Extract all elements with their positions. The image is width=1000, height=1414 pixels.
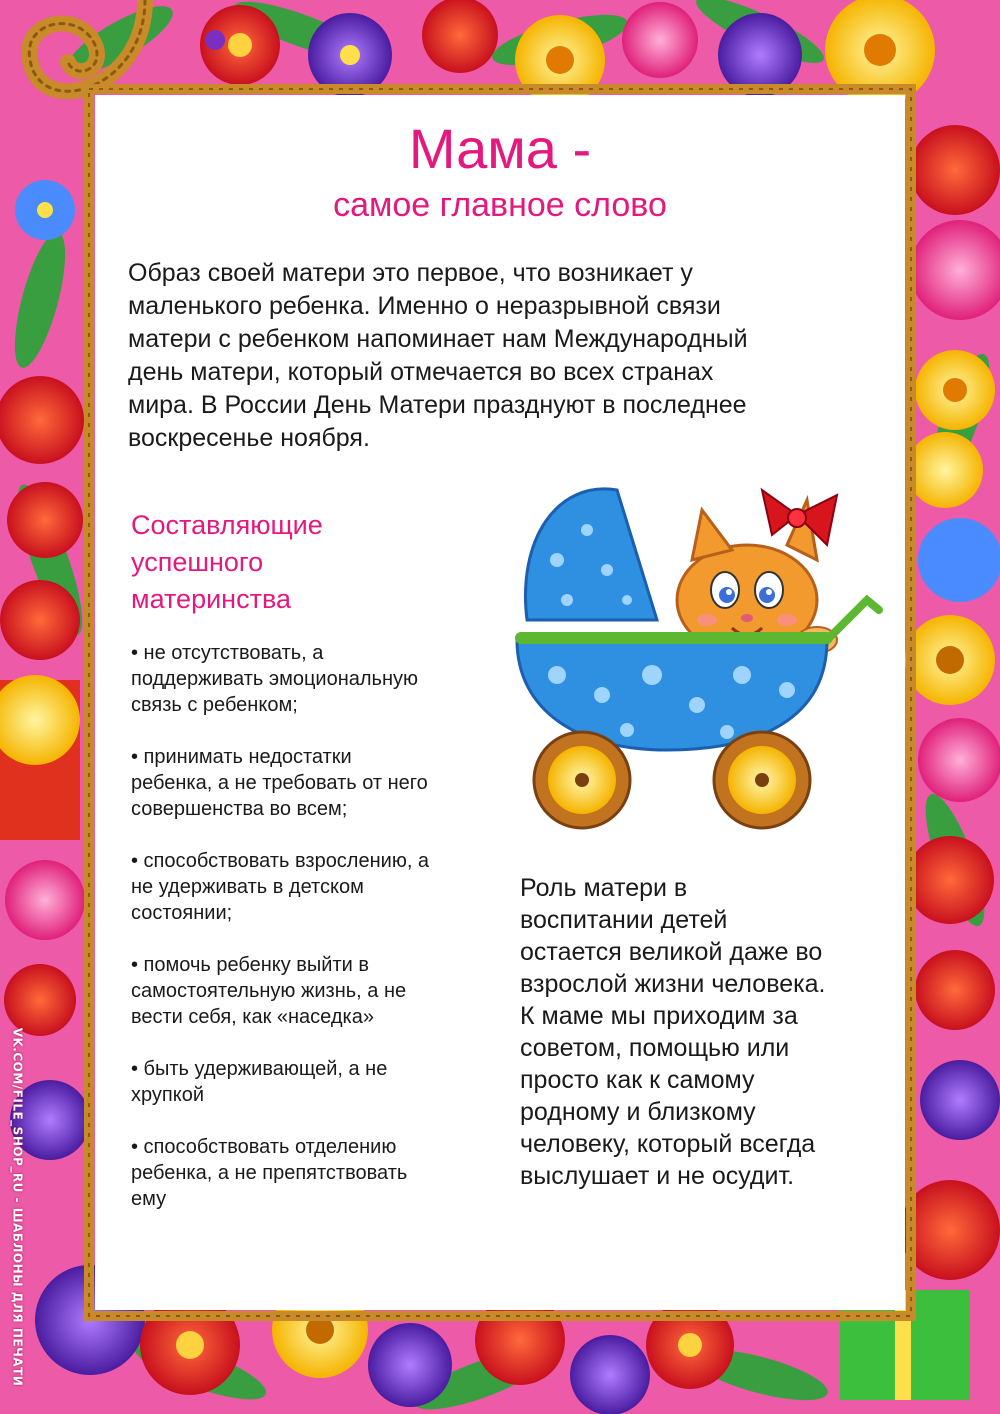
bullet-line: • быть удерживающей, а не <box>131 1058 388 1080</box>
intro-line: маленького ребенка. Именно о неразрывной связи <box>128 292 721 320</box>
page-subtitle: самое главное слово <box>333 186 667 224</box>
bullet-line: вести себя, как «наседка» <box>131 1006 374 1028</box>
bullet-item <box>131 1134 511 1212</box>
watermark-text <box>6 1010 28 1404</box>
role-line: просто как к самому <box>520 1066 755 1094</box>
role-line: взрослой жизни человека. <box>520 970 826 998</box>
role-line: человеку, который всегда <box>520 1130 816 1158</box>
section-heading-line: материнства <box>131 584 291 614</box>
bullet-line: ребенка, а не требовать от него <box>131 772 428 794</box>
intro-line: воскресенье ноября. <box>128 424 370 452</box>
bullet-item <box>131 848 511 926</box>
intro-line: мира. В России День Матери празднуют в последнее <box>128 391 747 419</box>
page-title: Мама - <box>408 117 592 180</box>
bullet-line: • способствовать взрослению, а <box>131 850 430 872</box>
role-line: К маме мы приходим за <box>520 1002 798 1030</box>
bullet-line: ребенка, а не препятствовать <box>131 1162 408 1184</box>
role-line: советом, помощью или <box>520 1034 790 1062</box>
intro-line: матери с ребенком напоминает нам Международный <box>128 325 748 353</box>
role-line: остается великой даже во <box>520 938 823 966</box>
bullet-line: ему <box>131 1188 167 1210</box>
stroller-icon <box>507 450 887 840</box>
section-heading-line: Составляющие <box>131 510 323 540</box>
bullet-line: связь с ребенком; <box>131 694 298 716</box>
section-heading <box>131 507 431 618</box>
bullet-line: не удерживать в детском <box>131 876 364 898</box>
bullet-line: • не отсутствовать, а <box>131 642 324 664</box>
bullet-line: • принимать недостатки <box>131 746 352 768</box>
intro-line: Образ своей матери это первое, что возникает у <box>128 259 693 287</box>
content-card <box>95 95 905 1310</box>
bullet-line: • способствовать отделению <box>131 1136 397 1158</box>
bullet-item <box>131 744 511 822</box>
bullet-line: самостоятельную жизнь, а не <box>131 980 407 1002</box>
role-paragraph <box>520 872 890 1192</box>
role-line: выслушает и не осудит. <box>520 1162 795 1190</box>
intro-paragraph <box>128 257 888 455</box>
role-line: воспитании детей <box>520 906 728 934</box>
bullet-line: состоянии; <box>131 902 233 924</box>
watermark-label: VK.COM/FILE_SHOP_RU - ШАБЛОНЫ ДЛЯ ПЕЧАТИ <box>10 1027 24 1387</box>
role-line: Роль матери в <box>520 874 688 902</box>
section-heading-line: успешного <box>131 547 264 577</box>
bullet-item <box>131 1056 511 1108</box>
bullet-line: совершенства во всем; <box>131 798 348 820</box>
bullet-line: поддерживать эмоциональную <box>131 668 419 690</box>
bullet-line: хрупкой <box>131 1084 204 1106</box>
bullet-item <box>131 952 511 1030</box>
bullet-list <box>131 640 511 1212</box>
bullet-item <box>131 640 511 718</box>
kitten-in-stroller-illustration <box>507 450 887 840</box>
bullet-line: • помочь ребенку выйти в <box>131 954 369 976</box>
role-line: родному и близкому <box>520 1098 756 1126</box>
intro-line: день матери, который отмечается во всех странах <box>128 358 714 386</box>
